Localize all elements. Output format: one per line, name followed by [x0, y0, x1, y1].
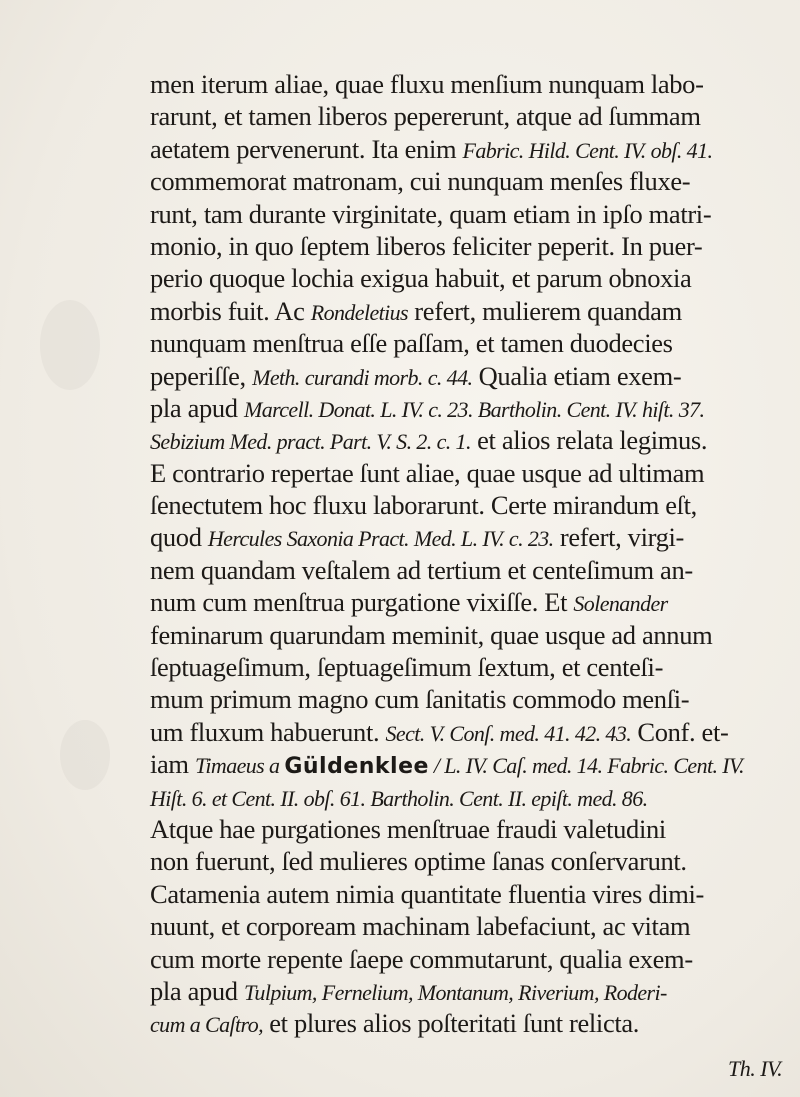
text-line	[150, 878, 790, 910]
citation-text: Marcell. Donat. L. IV. c. 23. Bartholin. Cent. IV. hiſt. 37.	[244, 396, 705, 422]
line-text: men iterum aliae, quae fluxu menſium nunquam labo-	[150, 69, 704, 99]
line-text: Catamenia autem nimia quantitate fluentia vires dimi-	[150, 878, 704, 909]
line-text: non fuerunt, ſed mulieres optime ſanas conſervarunt.	[150, 846, 687, 877]
line-text: Conf. et-	[631, 716, 729, 747]
citation-text: Timaeus a	[194, 753, 285, 779]
citation-text: Hiſt. 6. et Cent. II. obſ. 61. Bartholin. Cent. II. epiſt. med. 86.	[150, 785, 648, 811]
line-text: feminarum quarundam meminit, quae usque ad annum	[150, 619, 713, 650]
text-line	[150, 457, 790, 489]
line-text: refert, virgi-	[553, 522, 684, 553]
line-text: commemorat matronam, cui nunquam menſes fluxe-	[150, 166, 691, 197]
text-line	[150, 230, 790, 262]
text-line	[150, 943, 790, 975]
line-text: rarunt, et tamen liberos pepererunt, atque ad ſummam	[150, 101, 701, 132]
line-text: pla apud	[150, 392, 244, 423]
citation-text: Meth. curandi morb. c. 44.	[252, 364, 473, 390]
text-line	[150, 845, 790, 877]
text-line	[150, 68, 790, 100]
line-text: Qualia etiam exem-	[472, 360, 682, 391]
text-line	[150, 392, 790, 424]
citation-text: cum a Caſtro,	[150, 1012, 263, 1038]
line-text: et plures alios poſteritati ſunt relicta.	[263, 1008, 640, 1039]
text-line	[150, 683, 790, 715]
line-text: Atque hae purgationes menſtruae fraudi valetudini	[150, 813, 666, 844]
text-line	[150, 360, 790, 392]
line-text: refert, mulierem quandam	[408, 295, 682, 326]
citation-text: Solenander	[573, 591, 668, 617]
text-line	[150, 1007, 790, 1039]
text-line	[150, 781, 790, 813]
text-line	[150, 489, 790, 521]
citation-text: Rondeletius	[310, 299, 409, 325]
line-text: peperiſſe,	[150, 360, 253, 391]
line-text: ſeptuageſimum, ſeptuageſimum ſextum, et centeſi-	[150, 652, 664, 683]
text-line	[150, 748, 790, 780]
line-text: runt, tam durante virginitate, quam etiam in ipſo matri-	[150, 198, 712, 229]
text-line	[150, 424, 790, 456]
line-text: cum morte repente ſaepe commutarunt, qualia exem-	[150, 943, 693, 974]
text-line	[150, 327, 790, 359]
line-text: nem quandam veſtalem ad tertium et centeſimum an-	[150, 554, 693, 585]
line-text: um fluxum habuerunt.	[150, 716, 386, 747]
text-line	[150, 165, 790, 197]
text-line	[150, 295, 790, 327]
line-text: iam	[150, 749, 195, 780]
line-text: aetatem pervenerunt. Ita enim	[150, 133, 463, 164]
paper-stain	[60, 720, 110, 790]
line-text: morbis fuit. Ac	[150, 295, 311, 326]
text-line	[150, 554, 790, 586]
catchword: Th. IV.	[728, 1056, 783, 1081]
body-text	[150, 68, 790, 1040]
line-text: E contrario repertae ſunt aliae, quae usque ad ultimam	[150, 457, 705, 488]
line-text: pla apud	[150, 975, 244, 1006]
text-line	[150, 619, 790, 651]
text-line	[150, 813, 790, 845]
text-line	[150, 716, 790, 748]
line-text: mum primum magno cum ſanitatis commodo menſi-	[150, 684, 690, 715]
text-line	[150, 975, 790, 1007]
line-text: num cum menſtrua purgatione vixiſſe. Et	[150, 587, 574, 618]
text-line	[150, 651, 790, 683]
citation-text: / L. IV. Caſ. med. 14. Fabric. Cent. IV.	[428, 753, 744, 779]
blackletter-name: Güldenklee	[284, 754, 429, 780]
text-line	[150, 100, 790, 132]
citation-text: Sect. V. Conſ. med. 41. 42. 43.	[385, 720, 632, 746]
text-line	[150, 198, 790, 230]
text-line	[150, 910, 790, 942]
line-text: quod	[150, 522, 208, 553]
paper-stain	[40, 300, 100, 390]
text-line	[150, 521, 790, 553]
line-text: monio, in quo ſeptem liberos feliciter peperit. In puer-	[150, 230, 703, 261]
citation-text: Hercules Saxonia Pract. Med. L. IV. c. 23.	[207, 526, 554, 552]
text-line	[150, 262, 790, 294]
line-text: nunquam menſtrua eſſe paſſam, et tamen duodecies	[150, 328, 673, 359]
line-text: et alios relata legimus.	[470, 425, 708, 456]
line-text: ſenectutem hoc fluxu laborarunt. Certe mirandum eſt,	[150, 490, 697, 521]
text-line	[150, 586, 790, 618]
text-line	[150, 133, 790, 165]
citation-text: Tulpium, Fernelium, Montanum, Riverium, Roderi-	[244, 979, 667, 1005]
line-text: perio quoque lochia exigua habuit, et parum obnoxia	[150, 263, 692, 294]
citation-text: Sebizium Med. pract. Part. V. S. 2. c. 1.	[150, 429, 471, 455]
citation-text: Fabric. Hild. Cent. IV. obſ. 41.	[462, 137, 713, 163]
line-text: nuunt, et corpoream machinam labefaciunt, ac vitam	[150, 911, 691, 942]
